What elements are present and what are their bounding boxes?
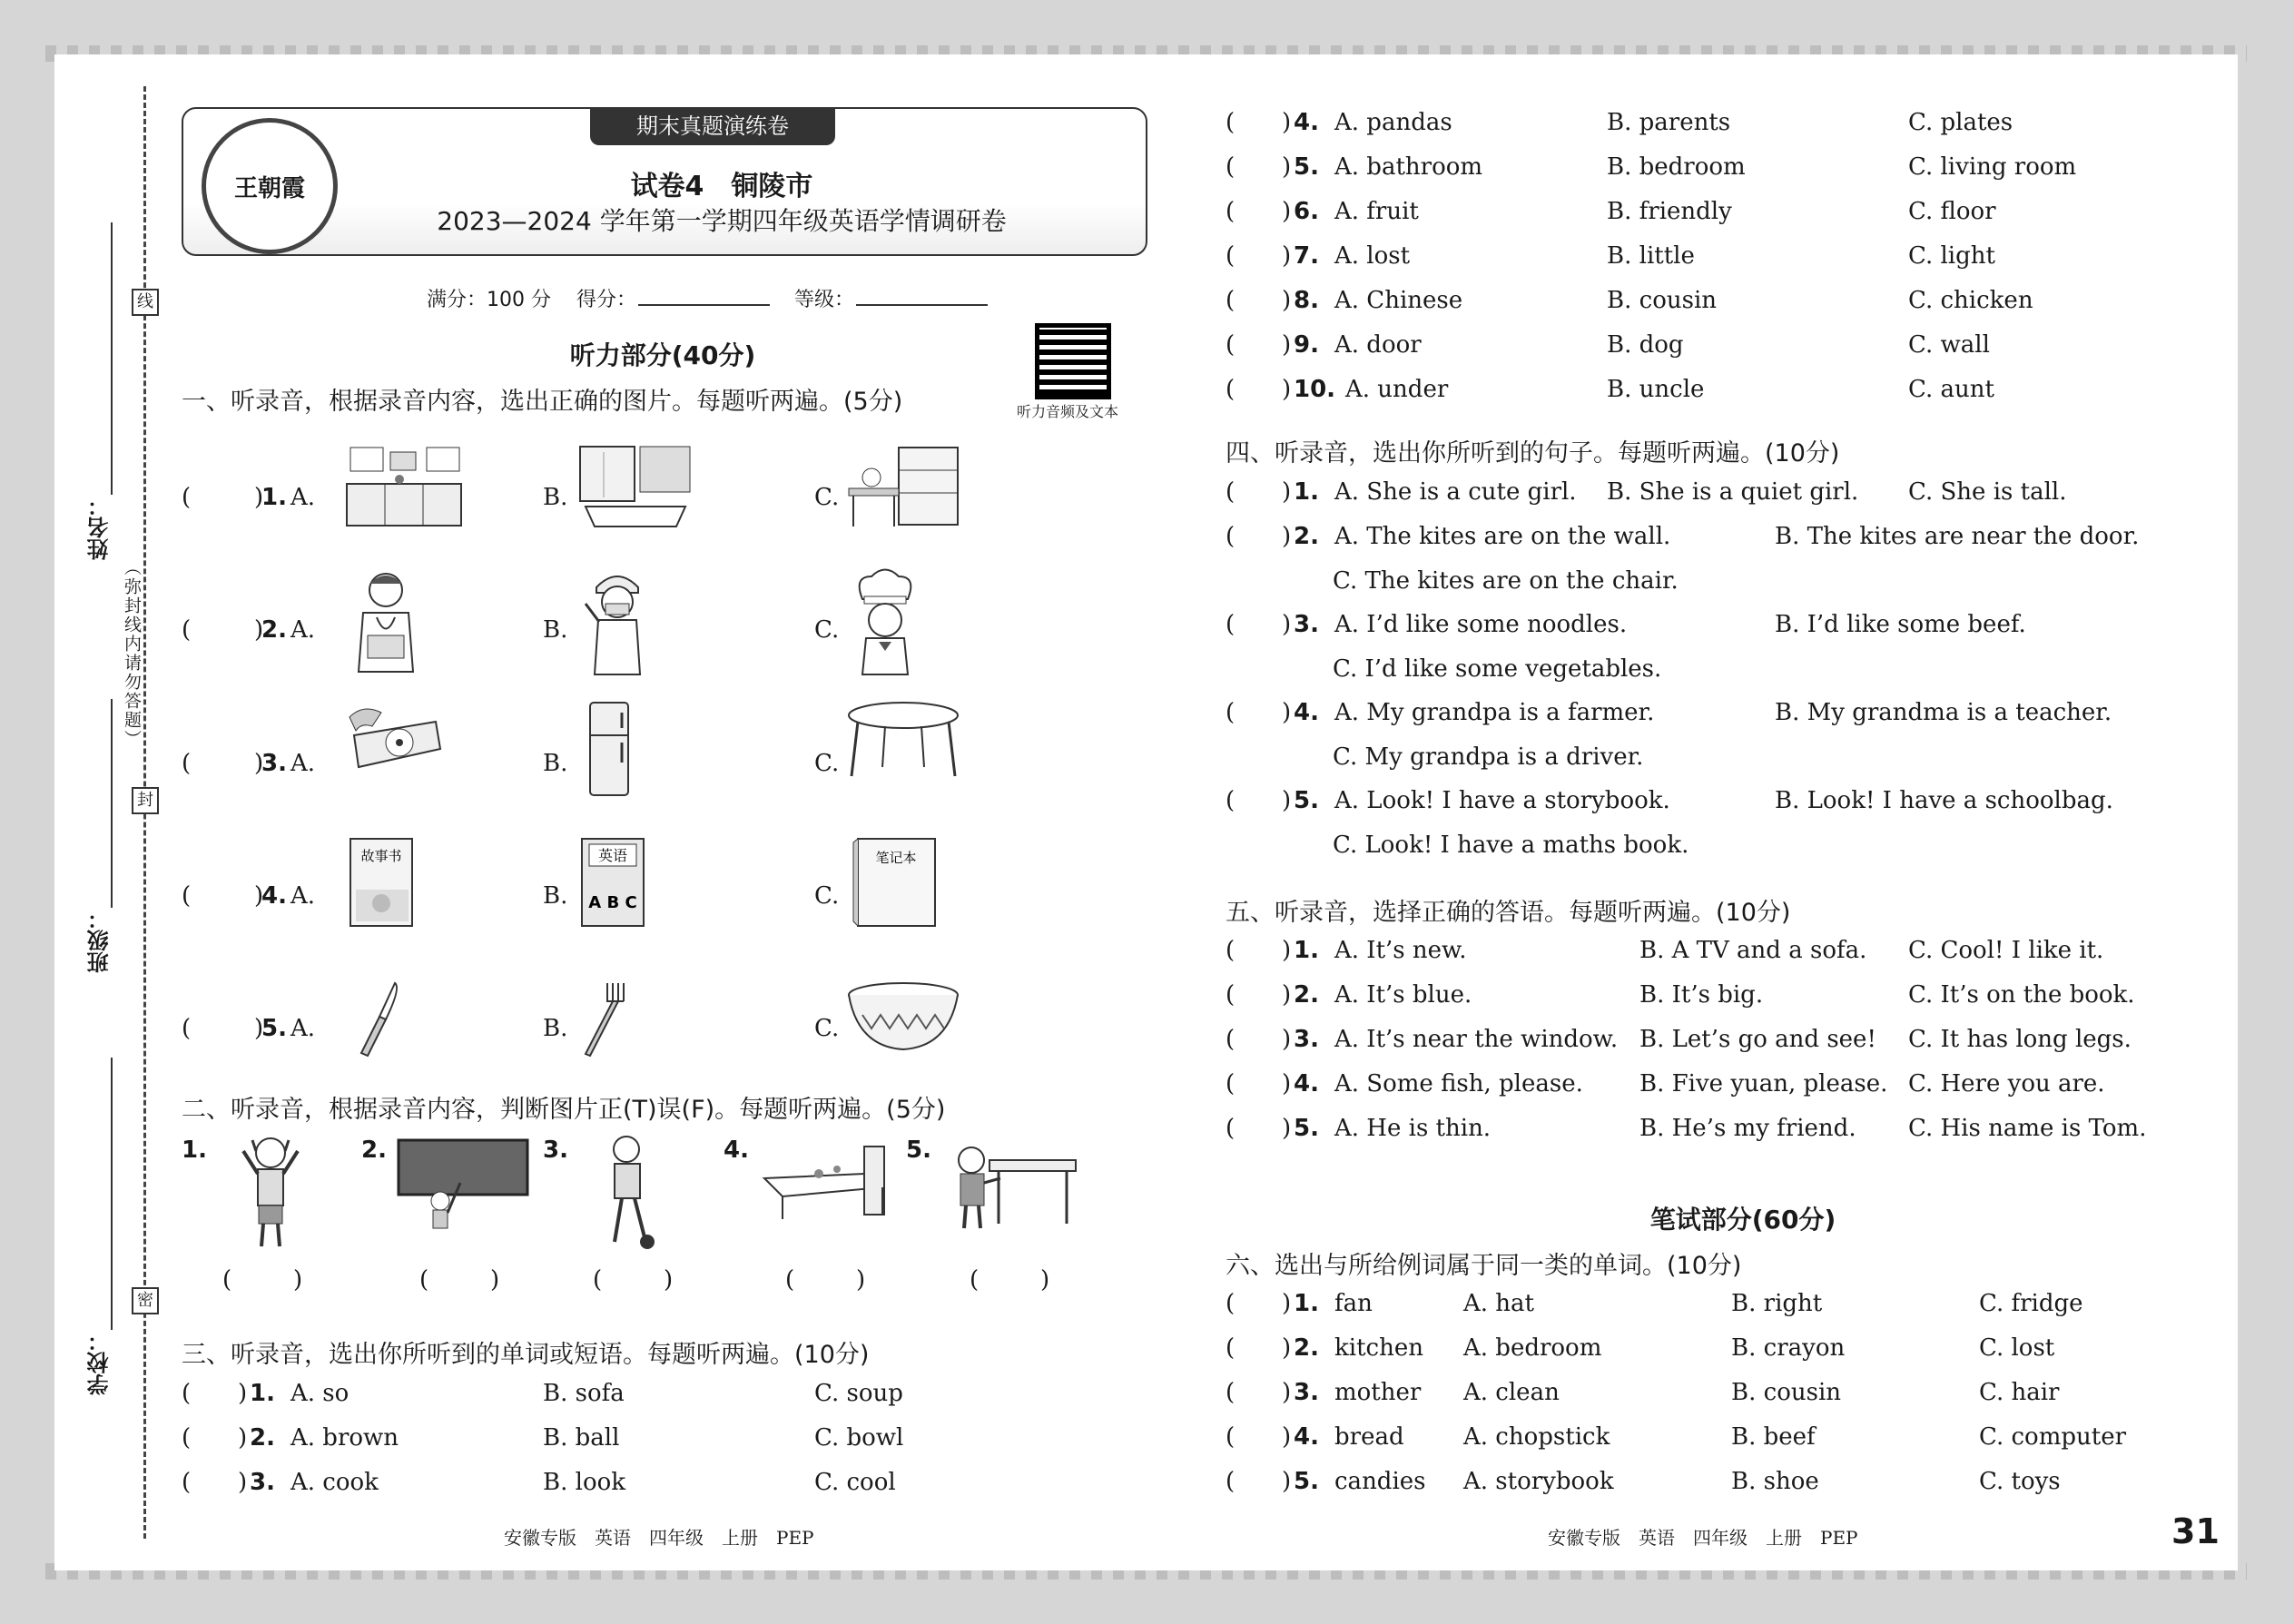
option-text: B. He’s my friend. xyxy=(1639,1115,1856,1142)
option-text: A. storybook xyxy=(1463,1468,1614,1495)
question-number: 1. xyxy=(1294,1290,1319,1317)
s5-q4-answer-blank[interactable] xyxy=(1240,1070,1285,1097)
s4-q5-paren-open: ( xyxy=(1226,787,1236,814)
option-letter: A. xyxy=(290,616,316,644)
section-5-title: 五、听录音，选择正确的答语。每题听两遍。(10分) xyxy=(1226,899,1791,927)
question-number: 2. xyxy=(261,616,287,644)
binding-mark-line: 线 xyxy=(132,289,159,316)
section-6-title: 六、选出与所给例词属于同一类的单词。(10分) xyxy=(1226,1252,1742,1280)
option-text: A. Chinese xyxy=(1334,287,1463,314)
s1-q4-answer-blank[interactable] xyxy=(196,882,241,910)
name-field-line[interactable] xyxy=(111,222,113,495)
s5-q4-paren-open: ( xyxy=(1226,1070,1236,1097)
section-4-title: 四、听录音，选出你所听到的句子。每题听两遍。(10分) xyxy=(1226,439,1840,468)
question-number: 10. xyxy=(1294,376,1336,403)
s3-q6-paren-close: ) xyxy=(1282,198,1292,225)
english-book-picture[interactable] xyxy=(576,835,649,930)
s1-q2-answer-blank[interactable] xyxy=(196,616,241,644)
exam-subtitle: 2023—2024 学年第一学期四年级英语学情调研卷 xyxy=(437,206,1007,236)
s6-q4-answer-blank[interactable] xyxy=(1240,1423,1285,1451)
option-text: C. fridge xyxy=(1979,1290,2083,1317)
question-number: 3. xyxy=(1294,611,1319,638)
option-text: C. Here you are. xyxy=(1908,1070,2105,1097)
s1-q1-answer-blank[interactable] xyxy=(196,484,241,511)
brand-logo xyxy=(202,118,338,254)
english-book-letters: A B C xyxy=(588,893,637,912)
s6-q5-paren-open: ( xyxy=(1226,1468,1236,1495)
option-text: B. crayon xyxy=(1731,1334,1846,1362)
option-text: B. ball xyxy=(543,1424,620,1452)
s2-q2-paren-close: ) xyxy=(490,1266,500,1294)
s3-q2-paren-close: ) xyxy=(238,1424,248,1452)
s3-q1-paren-close: ) xyxy=(238,1380,248,1407)
bowl-picture[interactable] xyxy=(844,979,962,1056)
option-letter: A. xyxy=(290,484,316,511)
option-text: B. shoe xyxy=(1731,1468,1819,1495)
option-text: C. Look! I have a maths book. xyxy=(1333,832,1689,859)
s6-q3-paren-close: ) xyxy=(1282,1379,1292,1406)
option-text: C. computer xyxy=(1979,1423,2127,1451)
question-number: 1. xyxy=(1294,478,1319,506)
option-text: A. chopstick xyxy=(1463,1423,1610,1451)
exam-title: 试卷4 铜陵市 xyxy=(630,171,813,202)
listening-title: 听力部分(40分) xyxy=(569,340,756,370)
example-word: bread xyxy=(1334,1423,1404,1451)
option-text: B. right xyxy=(1731,1290,1823,1317)
option-text: C. It’s on the book. xyxy=(1908,981,2135,1009)
s4-q5-answer-blank[interactable] xyxy=(1240,787,1285,814)
option-text: A. bedroom xyxy=(1463,1334,1602,1362)
s4-q1-paren-close: ) xyxy=(1282,478,1292,506)
option-text: A. bathroom xyxy=(1334,153,1483,181)
option-text: C. floor xyxy=(1908,198,1996,225)
option-text: A. under xyxy=(1345,376,1449,403)
option-text: A. It’s near the window. xyxy=(1334,1026,1619,1053)
s1-q5-answer-blank[interactable] xyxy=(196,1015,241,1042)
option-letter: B. xyxy=(543,1015,568,1042)
question-number: 2. xyxy=(1294,981,1319,1009)
option-letter: A. xyxy=(290,750,316,777)
option-text: B. parents xyxy=(1607,109,1731,136)
school-label: 学校： xyxy=(87,1330,113,1395)
s3-q5-answer-blank[interactable] xyxy=(1240,153,1285,181)
s4-q1-answer-blank[interactable] xyxy=(1240,478,1285,506)
s3-q3-paren-open: ( xyxy=(182,1469,192,1496)
storybook-picture[interactable] xyxy=(345,835,418,930)
s3-q5-paren-close: ) xyxy=(1282,153,1292,181)
s1-q1-paren-open: ( xyxy=(182,484,192,511)
s6-q1-answer-blank[interactable] xyxy=(1240,1290,1285,1317)
s4-q4-answer-blank[interactable] xyxy=(1240,699,1285,726)
s4-q4-paren-open: ( xyxy=(1226,699,1236,726)
option-text: A. hat xyxy=(1463,1290,1534,1317)
s6-q5-answer-blank[interactable] xyxy=(1240,1468,1285,1495)
boy-headache-picture[interactable] xyxy=(234,1133,307,1251)
s3-q1-paren-open: ( xyxy=(182,1380,192,1407)
qr-code[interactable] xyxy=(1035,323,1111,399)
question-number: 8. xyxy=(1294,287,1319,314)
notebook-cover-text: 笔记本 xyxy=(875,850,917,866)
option-text: A. cook xyxy=(290,1469,379,1496)
class-field-line[interactable] xyxy=(111,699,113,908)
s1-q3-paren-close: ) xyxy=(254,750,264,777)
s3-q1-answer-blank[interactable] xyxy=(196,1380,241,1407)
s3-q10-paren-close: ) xyxy=(1282,376,1292,403)
s5-q5-paren-close: ) xyxy=(1282,1115,1292,1142)
fork-picture[interactable] xyxy=(576,979,631,1060)
english-book-cover-text: 英语 xyxy=(597,847,628,864)
option-text: C. soup xyxy=(814,1380,903,1407)
option-letter: C. xyxy=(814,484,840,511)
s2-q2-paren-open: ( xyxy=(419,1266,429,1294)
option-text: C. cool xyxy=(814,1469,896,1496)
option-text: C. I’d like some vegetables. xyxy=(1333,655,1662,683)
s2-q2-answer-blank[interactable] xyxy=(434,1266,479,1294)
s2-q1-paren-close: ) xyxy=(293,1266,303,1294)
option-letter: B. xyxy=(543,484,568,511)
s3-q9-paren-close: ) xyxy=(1282,331,1292,359)
question-number: 1. xyxy=(1294,937,1319,964)
qr-label: 听力音频及文本 xyxy=(1017,403,1119,420)
s2-q4-answer-blank[interactable] xyxy=(800,1266,845,1294)
s5-q1-paren-close: ) xyxy=(1282,937,1292,964)
option-text: C. Cool! I like it. xyxy=(1908,937,2104,964)
option-text: C. lost xyxy=(1979,1334,2055,1362)
s6-q4-paren-close: ) xyxy=(1282,1423,1292,1451)
s3-q8-paren-open: ( xyxy=(1226,287,1236,314)
question-number: 4. xyxy=(1294,699,1319,726)
option-text: A. She is a cute girl. xyxy=(1334,478,1577,506)
s3-q6-answer-blank[interactable] xyxy=(1240,198,1285,225)
s4-q1-paren-open: ( xyxy=(1226,478,1236,506)
question-number: 4. xyxy=(724,1137,749,1164)
option-text: B. The kites are near the door. xyxy=(1775,523,2140,550)
s3-q2-paren-open: ( xyxy=(182,1424,192,1452)
doctor-picture[interactable] xyxy=(345,567,427,676)
s5-q2-paren-open: ( xyxy=(1226,981,1236,1009)
s6-q1-paren-close: ) xyxy=(1282,1290,1292,1317)
s3-q7-paren-open: ( xyxy=(1226,242,1236,270)
option-text: A. I’d like some noodles. xyxy=(1334,611,1628,638)
s2-q3-paren-open: ( xyxy=(593,1266,603,1294)
s4-q3-paren-close: ) xyxy=(1282,611,1292,638)
section-3-title: 三、听录音，选出你所听到的单词或短语。每题听两遍。(10分) xyxy=(182,1341,870,1369)
question-number: 4. xyxy=(261,882,287,910)
logo-text: 王朝霞 xyxy=(233,174,305,202)
option-letter: B. xyxy=(543,882,568,910)
question-number: 5. xyxy=(261,1015,287,1042)
s5-q3-paren-close: ) xyxy=(1282,1026,1292,1053)
question-number: 1. xyxy=(182,1137,207,1164)
s6-q2-paren-close: ) xyxy=(1282,1334,1292,1362)
boy-football-picture[interactable] xyxy=(595,1133,667,1251)
question-number: 6. xyxy=(1294,198,1319,225)
option-text: A. It’s new. xyxy=(1334,937,1467,964)
binding-mark-seal: 封 xyxy=(132,787,159,814)
s2-q1-paren-open: ( xyxy=(222,1266,232,1294)
binding-mark-secret: 密 xyxy=(132,1287,159,1314)
option-letter: A. xyxy=(290,882,316,910)
question-number: 3. xyxy=(1294,1379,1319,1406)
option-text: B. sofa xyxy=(543,1380,625,1407)
option-text: A. fruit xyxy=(1334,198,1419,225)
option-text: C. chicken xyxy=(1908,287,2033,314)
example-word: fan xyxy=(1334,1290,1373,1317)
s2-q4-paren-close: ) xyxy=(856,1266,866,1294)
s3-q6-paren-open: ( xyxy=(1226,198,1236,225)
s1-q3-paren-open: ( xyxy=(182,750,192,777)
question-number: 9. xyxy=(1294,331,1319,359)
s1-q2-paren-open: ( xyxy=(182,616,192,644)
score-blank[interactable] xyxy=(638,288,770,306)
s4-q2-paren-open: ( xyxy=(1226,523,1236,550)
question-number: 3. xyxy=(543,1137,568,1164)
option-text: A. brown xyxy=(290,1424,399,1452)
s5-q5-paren-open: ( xyxy=(1226,1115,1236,1142)
s2-q1-answer-blank[interactable] xyxy=(237,1266,282,1294)
s5-q1-paren-open: ( xyxy=(1226,937,1236,964)
grade-blank[interactable] xyxy=(856,288,988,306)
question-number: 1. xyxy=(250,1380,275,1407)
phone-picture[interactable] xyxy=(345,699,445,776)
option-text: B. Look! I have a schoolbag. xyxy=(1775,787,2113,814)
question-number: 3. xyxy=(250,1469,275,1496)
option-text: C. aunt xyxy=(1908,376,1994,403)
option-text: B. I’d like some beef. xyxy=(1775,611,2026,638)
question-number: 4. xyxy=(1294,1070,1319,1097)
section-2-title: 二、听录音，根据录音内容，判断图片正(T)误(F)。每题听两遍。(5分) xyxy=(182,1096,946,1124)
s5-q3-answer-blank[interactable] xyxy=(1240,1026,1285,1053)
option-text: A. My grandpa is a farmer. xyxy=(1334,699,1655,726)
fridge-picture[interactable] xyxy=(576,699,640,799)
study-picture[interactable] xyxy=(844,443,962,529)
s2-q5-paren-close: ) xyxy=(1040,1266,1050,1294)
s1-q5-paren-close: ) xyxy=(254,1015,264,1042)
option-text: A. Some fish, please. xyxy=(1334,1070,1583,1097)
s3-q4-answer-blank[interactable] xyxy=(1240,109,1285,136)
question-number: 5. xyxy=(906,1137,931,1164)
option-text: B. A TV and a sofa. xyxy=(1639,937,1867,964)
s4-q2-answer-blank[interactable] xyxy=(1240,523,1285,550)
s4-q3-paren-open: ( xyxy=(1226,611,1236,638)
name-label: 姓名： xyxy=(87,495,113,560)
s1-q4-paren-open: ( xyxy=(182,882,192,910)
option-text: B. friendly xyxy=(1607,198,1732,225)
option-text: B. Five yuan, please. xyxy=(1639,1070,1888,1097)
option-text: C. wall xyxy=(1908,331,1990,359)
s3-q9-paren-open: ( xyxy=(1226,331,1236,359)
s1-q1-paren-close: ) xyxy=(254,484,264,511)
option-text: B. look xyxy=(543,1469,626,1496)
page-number: 31 xyxy=(2171,1511,2220,1551)
option-text: C. bowl xyxy=(814,1424,904,1452)
s2-q5-answer-blank[interactable] xyxy=(984,1266,1029,1294)
notebook-picture[interactable] xyxy=(844,835,944,930)
s6-q3-answer-blank[interactable] xyxy=(1240,1379,1285,1406)
s1-q5-paren-open: ( xyxy=(182,1015,192,1042)
s1-q4-paren-close: ) xyxy=(254,882,264,910)
option-text: A. pandas xyxy=(1334,109,1452,136)
s3-q10-answer-blank[interactable] xyxy=(1240,376,1285,403)
option-text: B. bedroom xyxy=(1607,153,1746,181)
option-text: A. It’s blue. xyxy=(1334,981,1472,1009)
s3-q3-paren-close: ) xyxy=(238,1469,248,1496)
section-1-title: 一、听录音，根据录音内容，选出正确的图片。每题听两遍。(5分) xyxy=(182,388,903,416)
option-letter: C. xyxy=(814,882,840,910)
option-letter: B. xyxy=(543,750,568,777)
option-text: C. My grandpa is a driver. xyxy=(1333,743,1644,771)
option-text: A. clean xyxy=(1463,1379,1560,1406)
question-number: 2. xyxy=(361,1137,387,1164)
s2-q3-answer-blank[interactable] xyxy=(607,1266,653,1294)
option-letter: A. xyxy=(290,1015,316,1042)
grade-label: 等级： xyxy=(794,289,855,311)
example-word: kitchen xyxy=(1334,1334,1423,1362)
option-letter: B. xyxy=(543,616,568,644)
s5-q3-paren-open: ( xyxy=(1226,1026,1236,1053)
question-number: 4. xyxy=(1294,1423,1319,1451)
s6-q5-paren-close: ) xyxy=(1282,1468,1292,1495)
s6-q1-paren-open: ( xyxy=(1226,1290,1236,1317)
question-number: 3. xyxy=(1294,1026,1319,1053)
s6-q4-paren-open: ( xyxy=(1226,1423,1236,1451)
question-number: 7. xyxy=(1294,242,1319,270)
s3-q8-answer-blank[interactable] xyxy=(1240,287,1285,314)
option-text: C. The kites are on the chair. xyxy=(1333,567,1679,595)
option-text: C. toys xyxy=(1979,1468,2061,1495)
s3-q4-paren-open: ( xyxy=(1226,109,1236,136)
s5-q2-paren-close: ) xyxy=(1282,981,1292,1009)
option-text: B. little xyxy=(1607,242,1695,270)
s4-q5-paren-close: ) xyxy=(1282,787,1292,814)
option-text: C. She is tall. xyxy=(1908,478,2067,506)
question-number: 5. xyxy=(1294,1115,1319,1142)
nurse-picture[interactable] xyxy=(576,567,658,676)
writing-title: 笔试部分(60分) xyxy=(1649,1205,1836,1235)
s5-q5-answer-blank[interactable] xyxy=(1240,1115,1285,1142)
s6-q2-answer-blank[interactable] xyxy=(1240,1334,1285,1362)
s3-q4-paren-close: ) xyxy=(1282,109,1292,136)
option-text: C. living room xyxy=(1908,153,2077,181)
option-text: C. It has long legs. xyxy=(1908,1026,2132,1053)
score-label: 得分： xyxy=(576,289,636,311)
example-word: candies xyxy=(1334,1468,1426,1495)
question-number: 5. xyxy=(1294,1468,1319,1495)
option-text: A. door xyxy=(1334,331,1422,359)
boy-blackboard-picture[interactable] xyxy=(395,1133,531,1233)
s3-q3-answer-blank[interactable] xyxy=(196,1469,241,1496)
option-text: A. The kites are on the wall. xyxy=(1334,523,1671,550)
s3-q7-answer-blank[interactable] xyxy=(1240,242,1285,270)
question-number: 1. xyxy=(261,484,287,511)
option-text: B. cousin xyxy=(1731,1379,1841,1406)
option-letter: C. xyxy=(814,750,840,777)
header-tab: 期末真题演练卷 xyxy=(590,107,835,145)
bathroom-picture[interactable] xyxy=(576,443,694,529)
full-score: 满分：100 分 xyxy=(427,289,551,311)
option-text: B. uncle xyxy=(1607,376,1705,403)
option-text: B. cousin xyxy=(1607,287,1717,314)
binding-note: （弥封线内请勿答题） xyxy=(122,558,142,749)
question-number: 5. xyxy=(1294,153,1319,181)
s2-q5-paren-open: ( xyxy=(970,1266,980,1294)
s3-q8-paren-close: ) xyxy=(1282,287,1292,314)
option-text: B. She is a quiet girl. xyxy=(1607,478,1859,506)
knife-picture[interactable] xyxy=(345,979,409,1060)
option-text: B. dog xyxy=(1607,331,1684,359)
option-text: C. hair xyxy=(1979,1379,2060,1406)
option-text: B. Let’s go and see! xyxy=(1639,1026,1876,1053)
option-text: C. plates xyxy=(1908,109,2013,136)
kitchen-picture[interactable] xyxy=(345,443,463,529)
s4-q4-paren-close: ) xyxy=(1282,699,1292,726)
question-number: 2. xyxy=(1294,523,1319,550)
score-line xyxy=(427,284,1006,312)
s5-q1-answer-blank[interactable] xyxy=(1240,937,1285,964)
school-field-line[interactable] xyxy=(111,1058,113,1330)
question-number: 3. xyxy=(261,750,287,777)
option-text: C. His name is Tom. xyxy=(1908,1115,2147,1142)
cook-picture[interactable] xyxy=(844,567,926,676)
s5-q4-paren-close: ) xyxy=(1282,1070,1292,1097)
example-word: mother xyxy=(1334,1379,1422,1406)
table-picture[interactable] xyxy=(844,699,962,781)
s3-q9-answer-blank[interactable] xyxy=(1240,331,1285,359)
s3-q10-paren-open: ( xyxy=(1226,376,1236,403)
option-text: B. It’s big. xyxy=(1639,981,1764,1009)
s2-q4-paren-open: ( xyxy=(785,1266,795,1294)
s6-q3-paren-open: ( xyxy=(1226,1379,1236,1406)
question-number: 2. xyxy=(1294,1334,1319,1362)
option-text: B. beef xyxy=(1731,1423,1816,1451)
s3-q7-paren-close: ) xyxy=(1282,242,1292,270)
s5-q2-answer-blank[interactable] xyxy=(1240,981,1285,1009)
footer-right: 安徽专版 英语 四年级 上册 PEP xyxy=(1548,1527,1858,1549)
option-text: C. light xyxy=(1908,242,1995,270)
option-text: A. He is thin. xyxy=(1334,1115,1492,1142)
s2-q3-paren-close: ) xyxy=(664,1266,674,1294)
question-number: 4. xyxy=(1294,109,1319,136)
option-text: A. so xyxy=(290,1380,350,1407)
s6-q2-paren-open: ( xyxy=(1226,1334,1236,1362)
bed-picture[interactable] xyxy=(755,1133,891,1224)
option-letter: C. xyxy=(814,1015,840,1042)
storybook-cover-text: 故事书 xyxy=(360,848,402,864)
s4-q3-answer-blank[interactable] xyxy=(1240,611,1285,638)
option-text: A. Look! I have a storybook. xyxy=(1334,787,1670,814)
boy-desk-picture[interactable] xyxy=(944,1133,1080,1233)
footer-left: 安徽专版 英语 四年级 上册 PEP xyxy=(504,1527,814,1549)
s3-q5-paren-open: ( xyxy=(1226,153,1236,181)
s1-q2-paren-close: ) xyxy=(254,616,264,644)
s4-q2-paren-close: ) xyxy=(1282,523,1292,550)
option-text: B. My grandma is a teacher. xyxy=(1775,699,2112,726)
option-text: A. lost xyxy=(1334,242,1411,270)
s3-q2-answer-blank[interactable] xyxy=(196,1424,241,1452)
option-letter: C. xyxy=(814,616,840,644)
question-number: 2. xyxy=(250,1424,275,1452)
class-label: 班级： xyxy=(87,908,113,973)
question-number: 5. xyxy=(1294,787,1319,814)
s1-q3-answer-blank[interactable] xyxy=(196,750,241,777)
